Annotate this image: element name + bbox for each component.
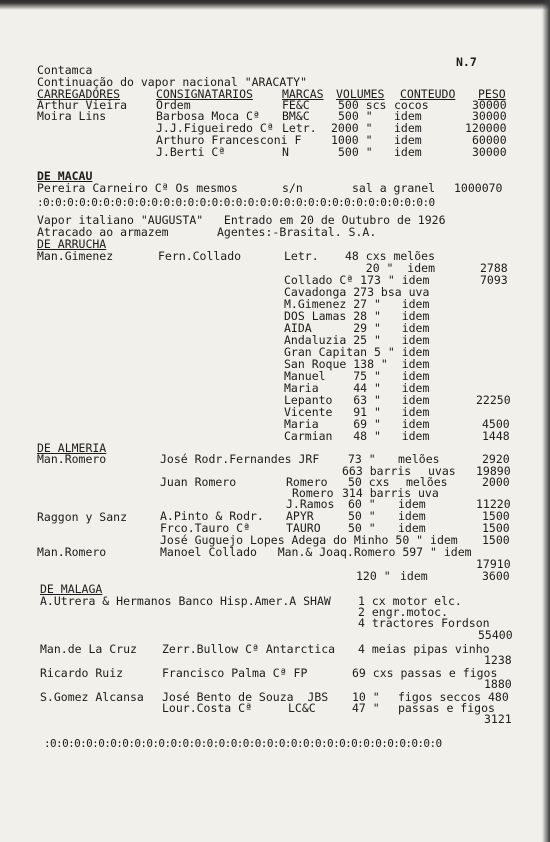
arrucha-row: Gran Capitan 5 " idem: [284, 345, 430, 359]
almeria-row-3-vol: 50 cxs: [348, 475, 390, 489]
section-heading-arrucha: DE ARRUCHA: [37, 237, 107, 251]
almeria-row-1-peso: 2920: [482, 452, 510, 466]
malaga-row-4-vol: 10 ": [352, 690, 380, 704]
aracaty-row-5-vol: 500 ": [338, 145, 373, 159]
arrucha-row: Carmian 48 " idem: [284, 429, 430, 443]
almeria-row-8-cons: José Guguejo Lopes Adega do Minho 50 " idem: [160, 533, 458, 547]
malaga-row-4-desc: figos seccos 480: [398, 690, 509, 704]
augusta-line-1: Vapor italiano "AUGUSTA" Entrado em 20 de Outubro de 1926: [37, 213, 446, 227]
malaga-row-4-cons: José Bento de Souza JBS: [162, 690, 329, 704]
malaga-row-1-ship: A.Utrera & Hermanos Banco Hisp.Amer.A SHAW: [40, 594, 331, 608]
aracaty-row-3-peso: 120000: [465, 121, 507, 135]
almeria-row-3-peso: 2000: [482, 475, 510, 489]
aracaty-row-2-cont: idem: [394, 109, 422, 123]
aracaty-row-2-cons: Barbosa Moca Cª: [156, 109, 260, 123]
aracaty-row-2-mark: BM&C: [282, 109, 310, 123]
arrucha-row: AIDA 29 " idem: [284, 321, 430, 335]
malaga-row-3-ship: Ricardo Ruiz: [40, 666, 124, 680]
almeria-row-7-mark: TAURO: [286, 521, 321, 535]
almeria-row-6-cont: idem: [398, 509, 426, 523]
malaga-row-2-ship: Man.de La Cruz: [40, 642, 137, 656]
macau-desc: sal a granel: [352, 181, 436, 195]
separator-line-1: :0:0:0:0:0:0:0:0:0:0:0:0:0:0:0:0:0:0:0:0:0:0:0:0:0:0:0:0:0:0:0:0:0: [37, 196, 435, 209]
almeria-row-2-peso: 19890: [476, 464, 511, 478]
aracaty-row-5-peso: 30000: [472, 145, 507, 159]
col-header-marcas: MARCAS: [282, 87, 324, 101]
almeria-row-7-peso: 1500: [482, 521, 510, 535]
almeria-row-9-cons: Manoel Collado Man.& Joaq.Romero 597 " idem: [160, 545, 472, 559]
malaga-row-5-desc: passas e figos: [398, 701, 495, 715]
aracaty-row-2-peso: 30000: [472, 109, 507, 123]
almeria-row-1-vol: 73 ": [348, 452, 376, 466]
almeria-row-11-cont: idem: [400, 569, 428, 583]
malaga-row-1-item-1: 1 cx motor elc.: [358, 594, 462, 608]
malaga-row-2-cons: Zerr.Bullow Cª Antarctica: [162, 642, 336, 656]
arrucha-shipper: Man.Gimenez: [37, 249, 114, 263]
arrucha-row: Maria 69 " idem: [284, 417, 430, 431]
malaga-row-5-vol: 47 ": [352, 701, 380, 715]
arrucha-row: Maria 44 " idem: [284, 381, 430, 395]
almeria-row-3-cons: Juan Romero: [160, 475, 237, 489]
header-line-2: Continuação do vapor nacional "ARACATY": [37, 75, 308, 89]
aracaty-row-3-vol: 2000 ": [331, 121, 373, 135]
arrucha-row: Lepanto 63 " idem: [284, 393, 430, 407]
separator-line-2: :0:0:0:0:0:0:0:0:0:0:0:0:0:0:0:0:0:0:0:0:0:0:0:0:0:0:0:0:0:0:0:0:0: [44, 737, 442, 750]
col-header-volumes: VOLUMES: [336, 87, 385, 101]
malaga-row-5-peso: 3121: [484, 712, 512, 726]
arrucha-row: 48 cxs melões: [345, 249, 436, 263]
col-header-carregadores: CARREGADORES: [37, 87, 121, 101]
almeria-row-4-mark: Romero: [292, 486, 334, 500]
scan-edge-right: [542, 0, 550, 842]
aracaty-row-3-cons: J.J.Figueiredo Cª: [156, 121, 274, 135]
almeria-row-6-peso: 1500: [482, 509, 510, 523]
macau-mark: s/n: [282, 181, 303, 195]
section-heading-malaga: DE MALAGA: [40, 582, 103, 596]
almeria-row-5-mark: J.Ramos: [286, 497, 335, 511]
malaga-row-1-item-2: 2 engr.motoc.: [358, 605, 449, 619]
arrucha-mark: Letr.: [284, 249, 319, 263]
aracaty-row-2-vol: 500 ": [338, 109, 373, 123]
malaga-row-1-item-3: 4 tractores Fordson: [358, 616, 490, 630]
arrucha-row-peso: 1448: [482, 429, 510, 443]
malaga-row-5-mark: LC&C: [288, 701, 316, 715]
almeria-row-6-mark: APYR: [286, 509, 314, 523]
almeria-row-5-vol: 60 ": [348, 497, 376, 511]
arrucha-consignee: Fern.Collado: [158, 249, 242, 263]
malaga-row-3-desc: 69 cxs passas e figos: [352, 666, 498, 680]
malaga-row-4-ship: S.Gomez Alcansa: [40, 690, 144, 704]
arrucha-row: Vicente 91 " idem: [284, 405, 430, 419]
aracaty-row-4-cons: Arthuro Francesconi F: [156, 133, 302, 147]
aracaty-row-5-cons: J.Berti Cª: [156, 145, 226, 159]
almeria-row-7-vol: 50 ": [348, 521, 376, 535]
scan-edge-top: [0, 0, 550, 10]
arrucha-row: Cavadonga 273 bsa uva: [284, 285, 430, 299]
almeria-row-1-cont: melões: [398, 452, 440, 466]
almeria-row-5-peso: 11220: [476, 497, 511, 511]
col-header-conteudo: CONTEUDO: [400, 87, 456, 101]
aracaty-row-5-cont: idem: [394, 145, 422, 159]
macau-peso: 1000070: [454, 181, 503, 195]
aracaty-row-1-vol: 500 scs: [338, 98, 387, 112]
almeria-row-6-ship: Raggon y Sanz: [37, 510, 128, 524]
aracaty-row-1-cons: Ordem: [156, 98, 191, 112]
aracaty-row-4-cont: idem: [394, 133, 422, 147]
macau-shipper: Pereira Carneiro Cª Os mesmos: [37, 181, 238, 195]
almeria-row-9-ship: Man.Romero: [37, 545, 107, 559]
almeria-row-11-vol: 120 ": [356, 569, 391, 583]
almeria-row-5-cont: idem: [398, 497, 426, 511]
malaga-row-5-cons: Lour.Costa Cª: [162, 701, 253, 715]
almeria-row-11-peso: 3600: [482, 569, 510, 583]
almeria-row-7-cont: idem: [398, 521, 426, 535]
almeria-row-2-vol: 663 barris: [342, 464, 412, 478]
arrucha-row: Collado Cª 173 " idem: [284, 273, 430, 287]
arrucha-row-peso: 7093: [480, 273, 508, 287]
malaga-row-1-peso: 55400: [478, 628, 513, 642]
aracaty-row-1-mark: FE&C: [282, 98, 310, 112]
aracaty-row-5-mark: N: [282, 145, 289, 159]
col-header-peso: PESO: [478, 87, 506, 101]
aracaty-shipper-1: Arthur Vieira: [37, 98, 128, 112]
almeria-row-4-vol: 314 barris: [342, 486, 412, 500]
aracaty-row-4-vol: 1000 ": [331, 133, 373, 147]
almeria-row-1-ship: Man.Romero: [37, 452, 107, 466]
aracaty-row-1-cont: cocos: [394, 98, 429, 112]
almeria-row-3-cont: melões: [406, 475, 448, 489]
almeria-row-2-cont: uvas: [428, 464, 456, 478]
augusta-line-2: Atracado ao armazem Agentes:-Brasital. S.A.: [37, 225, 377, 239]
almeria-row-6-vol: 50 ": [348, 509, 376, 523]
section-heading-macau: DE MACAU: [37, 169, 93, 183]
arrucha-row: M.Gimenez 27 " idem: [284, 297, 430, 311]
almeria-row-3-mark: Romero: [286, 475, 328, 489]
almeria-row-10-peso: 17910: [476, 557, 511, 571]
col-header-consignatarios: CONSIGNATARIOS: [156, 87, 253, 101]
arrucha-row-peso: 22250: [476, 393, 511, 407]
almeria-row-8-peso: 1500: [482, 533, 510, 547]
arrucha-row-peso: 4500: [482, 417, 510, 431]
section-heading-almeria: DE ALMERIA: [37, 441, 107, 455]
malaga-row-3-peso: 1880: [484, 677, 512, 691]
header-line-1: Contamca: [37, 63, 93, 77]
arrucha-row: Andaluzia 25 " idem: [284, 333, 430, 347]
almeria-row-4-cont: uva: [418, 486, 439, 500]
aracaty-row-3-cont: idem: [394, 121, 422, 135]
aracaty-row-1-peso: 30000: [472, 98, 507, 112]
almeria-row-1-cons: José Rodr.Fernandes JRF: [160, 452, 320, 466]
malaga-row-3-cons: Francisco Palma Cª FP: [162, 666, 308, 680]
aracaty-row-3-mark: Letr.: [282, 121, 317, 135]
malaga-row-2-desc: 4 meias pipas vinho: [358, 642, 490, 656]
almeria-row-6-cons: A.Pinto & Rodr.: [160, 509, 264, 523]
aracaty-shipper-2: Moira Lins: [37, 109, 107, 123]
almeria-row-7-cons: Frco.Tauro Cª: [160, 521, 251, 535]
page-number: N.7: [456, 55, 477, 69]
arrucha-row: DOS Lamas 28 " idem: [284, 309, 430, 323]
arrucha-row: 20 " idem: [345, 261, 436, 275]
aracaty-row-4-peso: 60000: [472, 133, 507, 147]
arrucha-row-peso: 2788: [480, 261, 508, 275]
arrucha-row: Manuel 75 " idem: [284, 369, 430, 383]
malaga-row-2-peso: 1238: [484, 653, 512, 667]
arrucha-row: San Roque 138 " idem: [284, 357, 430, 371]
